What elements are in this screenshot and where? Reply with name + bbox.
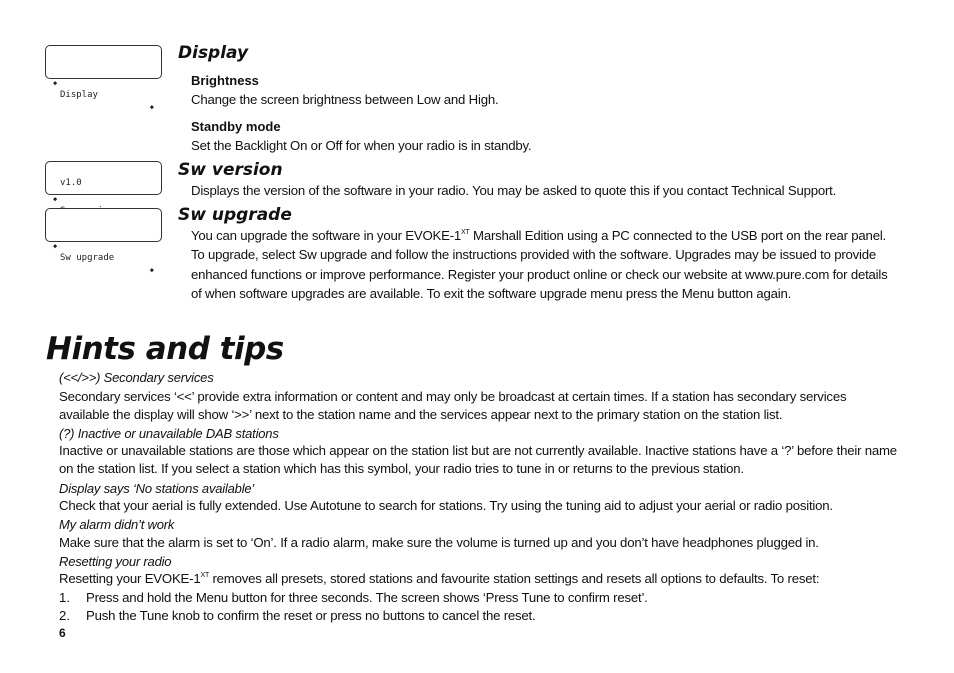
sw-version-heading: Sw version — [178, 160, 283, 180]
secondary-services-heading: (<</>>) Secondary services — [59, 370, 214, 385]
left-arrow-icon: ◆ — [53, 195, 58, 203]
step-2-text: Push the Tune knob to confirm the reset or press no buttons to cancel the reset. — [86, 608, 536, 623]
reset-heading: Resetting your radio — [59, 554, 172, 569]
sw-upgrade-text: You can upgrade the software in your EVOKE-$1^{XT}$ Marshall Edition using a PC connected to the USB port on the rear panel. To upgrade, select Sw upgrade and follow the instructions provided with the software. Upgrades may be issued to provide enhanced functions or improve performance. Register your product online or check our website at www.pure.com for details of when software upgrades are available. To exit the software upgrade menu press the Menu button again. — [191, 228, 888, 301]
lcd-display-label: Display — [60, 90, 98, 100]
right-arrow-icon: ◆ — [149, 103, 154, 111]
inactive-stations-heading: (?) Inactive or unavailable DAB stations — [59, 426, 279, 441]
lcd-sw-upgrade-label: Sw upgrade — [60, 253, 115, 263]
inactive-stations-text: Inactive or unavailable stations are those which appear on the station list but are not currently available. Inactive stations have a ‘?’ before their name on the station list. If you select a station which has this symbol, your radio tries to tune in or returns to the previous station. — [59, 443, 897, 476]
display-heading: Display — [178, 43, 249, 63]
lcd-version-number: v1.0 — [60, 178, 82, 188]
alarm-text: Make sure that the alarm is set to ‘On’. If a radio alarm, make sure the volume is turned up and you don’t have headphones plugged in. — [59, 535, 819, 550]
no-stations-heading: Display says ‘No stations available’ — [59, 481, 255, 496]
brightness-text: Change the screen brightness between Low and High. — [191, 92, 499, 107]
sw-upgrade-heading: Sw upgrade — [178, 205, 292, 225]
alarm-heading: My alarm didn’t work — [59, 517, 175, 532]
lcd-display-menu — [45, 45, 162, 111]
reset-text: Resetting your EVOKE-$1^{XT}$ removes all presets, stored stations and favourite station settings and resets all options to defaults. To reset: — [59, 571, 820, 586]
standby-heading: Standby mode — [191, 119, 281, 134]
step-1-text: Press and hold the Menu button for three seconds. The screen shows ‘Press Tune to confirm reset’. — [86, 590, 648, 605]
standby-text: Set the Backlight On or Off for when your radio is in standby. — [191, 138, 532, 153]
step-2-number: 2. — [59, 608, 70, 623]
page-number: 6 — [59, 626, 66, 640]
hints-and-tips-title: Hints and tips — [46, 331, 284, 367]
left-arrow-icon: ◆ — [53, 79, 58, 87]
secondary-services-text: Secondary services ‘<<’ provide extra information or content and may only be broadcast at certain times. If a station has secondary services available the display will show ‘>>’ next to the station name and the services appear next to the primary station on the station list. — [59, 389, 847, 422]
no-stations-text: Check that your aerial is fully extended. Use Autotune to search for stations. Try using the tuning aid to adjust your aerial or radio position. — [59, 498, 833, 513]
right-arrow-icon: ◆ — [149, 266, 154, 274]
left-arrow-icon: ◆ — [53, 242, 58, 250]
lcd-sw-upgrade-menu — [45, 208, 162, 274]
step-1-number: 1. — [59, 590, 70, 605]
sw-version-text: Displays the version of the software in your radio. You may be asked to quote this if you contact Technical Support. — [191, 183, 837, 198]
brightness-heading: Brightness — [191, 73, 259, 88]
lcd-sw-version-menu — [45, 161, 162, 203]
